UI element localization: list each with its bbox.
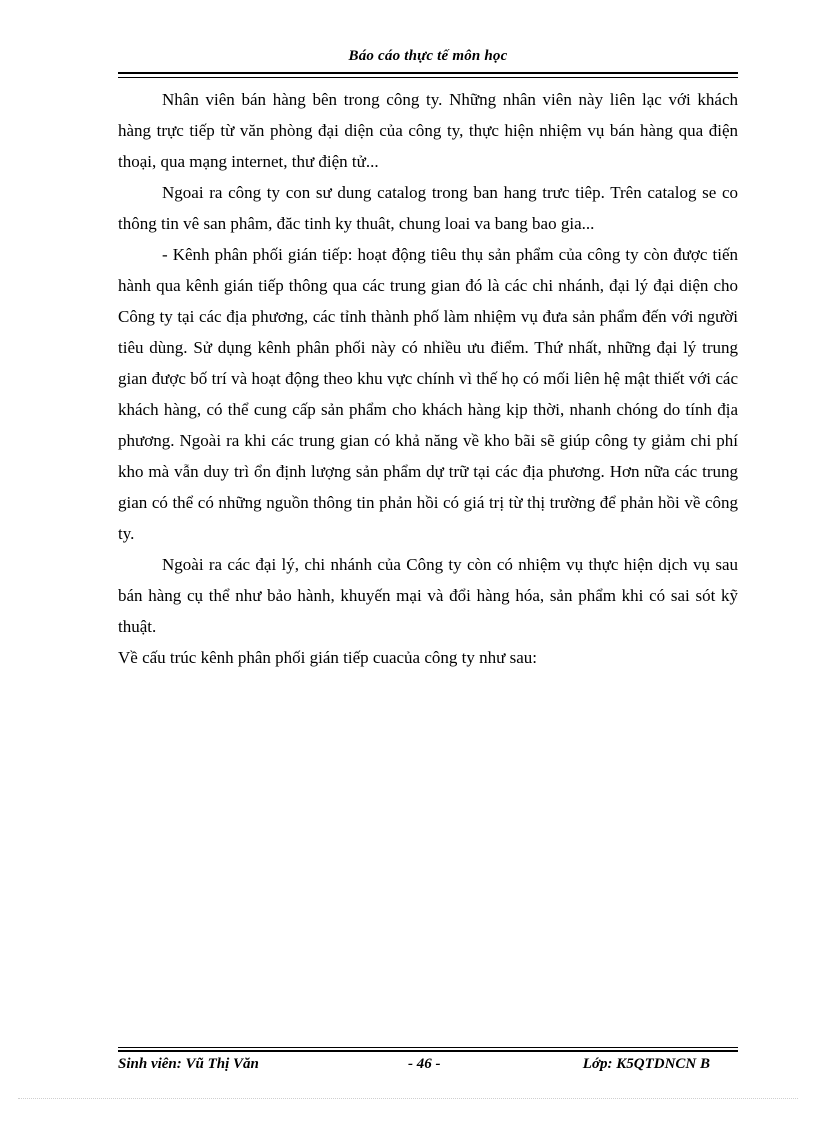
paragraph-indirect-channel: - Kênh phân phối gián tiếp: hoạt động tiêu thụ sản phẩm của công ty còn được tiến hành qua kênh gián tiếp thông qua các trung gian đó là các chi nhánh, đại lý đại diện cho Công ty tại các địa phương, các tỉnh thành phố làm nhiệm vụ đưa sản phẩm đến với người tiêu dùng. Sử dụng kênh phân phối này có nhiều ưu điểm. Thứ nhất, những đại lý trung gian được bố trí và hoạt động theo khu vực chính vì thế họ có mối liên hệ mật thiết với các khách hàng, có thể cung cấp sản phẩm cho khách hàng kịp thời, nhanh chóng do tính địa phương. Ngoài ra khi các trung gian có khả năng về kho bãi sẽ giúp công ty giảm chi phí kho mà vẫn duy trì ổn định lượng sản phẩm dự trữ tại các địa phương. Hơn nữa các trung gian có thể có những nguồn thông tin phản hồi có giá trị từ thị trường để phản hồi về công ty.: [118, 245, 738, 543]
footer-student-name: Sinh viên: Vũ Thị Văn: [118, 1056, 259, 1072]
footer-rule-thick: [118, 1050, 738, 1052]
page-footer: [118, 1056, 738, 1078]
footer-page-number: - 46 -: [408, 1056, 441, 1072]
header-rule-thick: [118, 72, 738, 74]
page-header-title: Báo cáo thực tế môn học: [348, 48, 508, 64]
paragraph-after-sales: Ngoài ra các đại lý, chi nhánh của Công ty còn có nhiệm vụ thực hiện dịch vụ sau bán hàng cụ thể như bảo hành, khuyến mại và đổi hàng hóa, sản phẩm khi có sai sót kỹ thuật.: [118, 555, 738, 636]
footer-rule-thin: [118, 1047, 738, 1048]
paragraph-channel-structure: Về cấu trúc kênh phân phối gián tiếp cuacủa công ty như sau:: [118, 648, 537, 667]
paragraph-catalog: Ngoai ra công ty con sư dung catalog trong ban hang trưc tiêp. Trên catalog se co thông tin vê san phâm, đăc tinh ky thuât, chung loai va bang bao gia...: [118, 183, 738, 233]
header-rule-thin: [118, 77, 738, 78]
footer-class: Lớp: K5QTDNCN B: [582, 1056, 710, 1072]
page-bottom-border: [18, 1098, 798, 1099]
paragraph-internal-sales: Nhân viên bán hàng bên trong công ty. Những nhân viên này liên lạc với khách hàng trực tiếp từ văn phòng đại diện của công ty, thực hiện nhiệm vụ bán hàng qua điện thoại, qua mạng internet, thư điện tử...: [118, 90, 738, 171]
document-body: [118, 84, 738, 673]
